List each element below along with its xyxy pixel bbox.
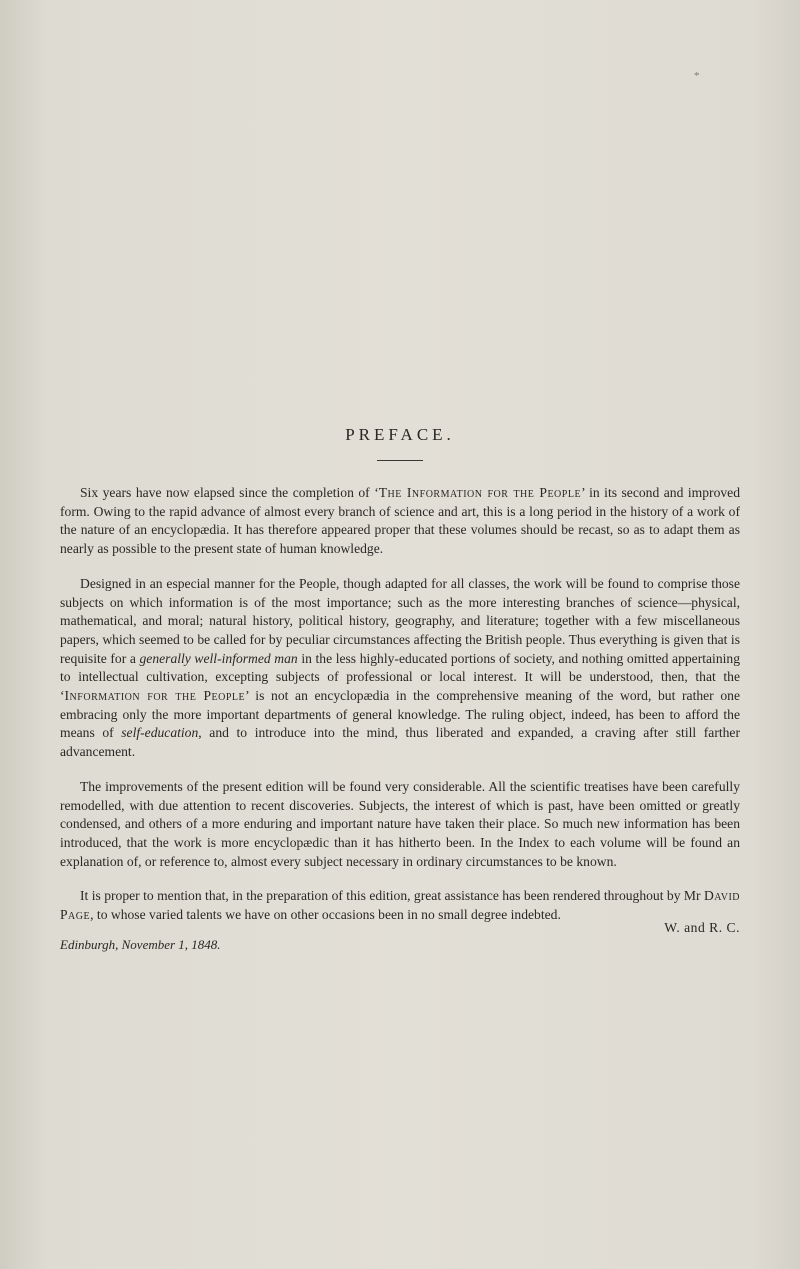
paragraph-2-text-c: ’ is not an encyclopædia in the comprehensive meaning of the word, but rather one embracing only the more important departments of general knowledge. The ruling object, indeed, has been to afford the means of xyxy=(60,688,740,741)
paragraph-1 xyxy=(60,484,740,559)
corner-mark: * xyxy=(694,70,700,82)
preface-body xyxy=(60,484,740,941)
paragraph-2-italic-self-education: self-education xyxy=(121,725,199,741)
paragraph-4-text-b: , to whose varied talents we have on other occasions been in no small degree indebted. xyxy=(90,907,561,923)
title-rule xyxy=(377,460,423,461)
place-and-date xyxy=(60,937,221,953)
paragraph-4 xyxy=(60,887,740,924)
paragraph-2-text-d: , and to introduce into the mind, thus liberated and expanded, a craving after still farther advancement. xyxy=(60,725,740,760)
paragraph-3: The improvements of the present edition will be found very considerable. All the scientific treatises have been carefully remodelled, with due attention to recent discoveries. Subjects, the interest of which is past, have been omitted or greatly condensed, and others of a more enduring and important nature have taken their place. So much new information has been introduced, that the work is more encyclopædic than it has hitherto been. In the Index to each volume will be found an explanation of, or reference to, almost every subject necessary in ordinary circumstances to be known. xyxy=(60,778,740,869)
paragraph-2-italic-phrase: generally well-informed man xyxy=(139,650,298,666)
paragraph-2-text-b: in the less highly-educated portions of society, and nothing omitted appertaining to intellectual cultivation, excepting subjects of professional or local interest. It will be understood, then, that the ‘ xyxy=(60,650,740,704)
work-title-small-caps: The Information for the People xyxy=(378,485,582,500)
paragraph-2-text-a: Designed in an especial manner for the People, though adapted for all classes, the work will be found to comprise those subjects on which information is of the most importance; such as the more interesting branches of science—physical, mathematical, and moral; natural history, political history, geography, and literature; together with a few miscellaneous papers, which seemed to be called for by peculiar circumstances affecting the British people. Thus everything is given that is requisite for a xyxy=(60,575,740,666)
signature: W. and R. C. xyxy=(664,920,740,935)
place-and-date-text: Edinburgh, November 1, 1848. xyxy=(60,937,221,952)
paragraph-4-text-a: It is proper to mention that, in the preparation of this edition, great assistance has been rendered throughout by Mr xyxy=(80,888,704,904)
paragraph-1-text-b: ’ in its second and improved form. Owing to the rapid advance of almost every branch of science and art, this is a long period in the history of a work of the nature of an encyclopædia. It has therefore appeared proper that these volumes should be recast, so as to adapt them as nearly as possible to the present state of human knowledge. xyxy=(60,485,740,557)
work-title-small-caps-2: Information for the People xyxy=(64,688,246,704)
page-title: PREFACE. xyxy=(345,425,455,444)
paragraph-2 xyxy=(60,575,740,762)
contributor-name: David Page xyxy=(60,888,740,923)
paragraph-1-text-a: Six years have now elapsed since the completion of ‘ xyxy=(80,485,379,500)
